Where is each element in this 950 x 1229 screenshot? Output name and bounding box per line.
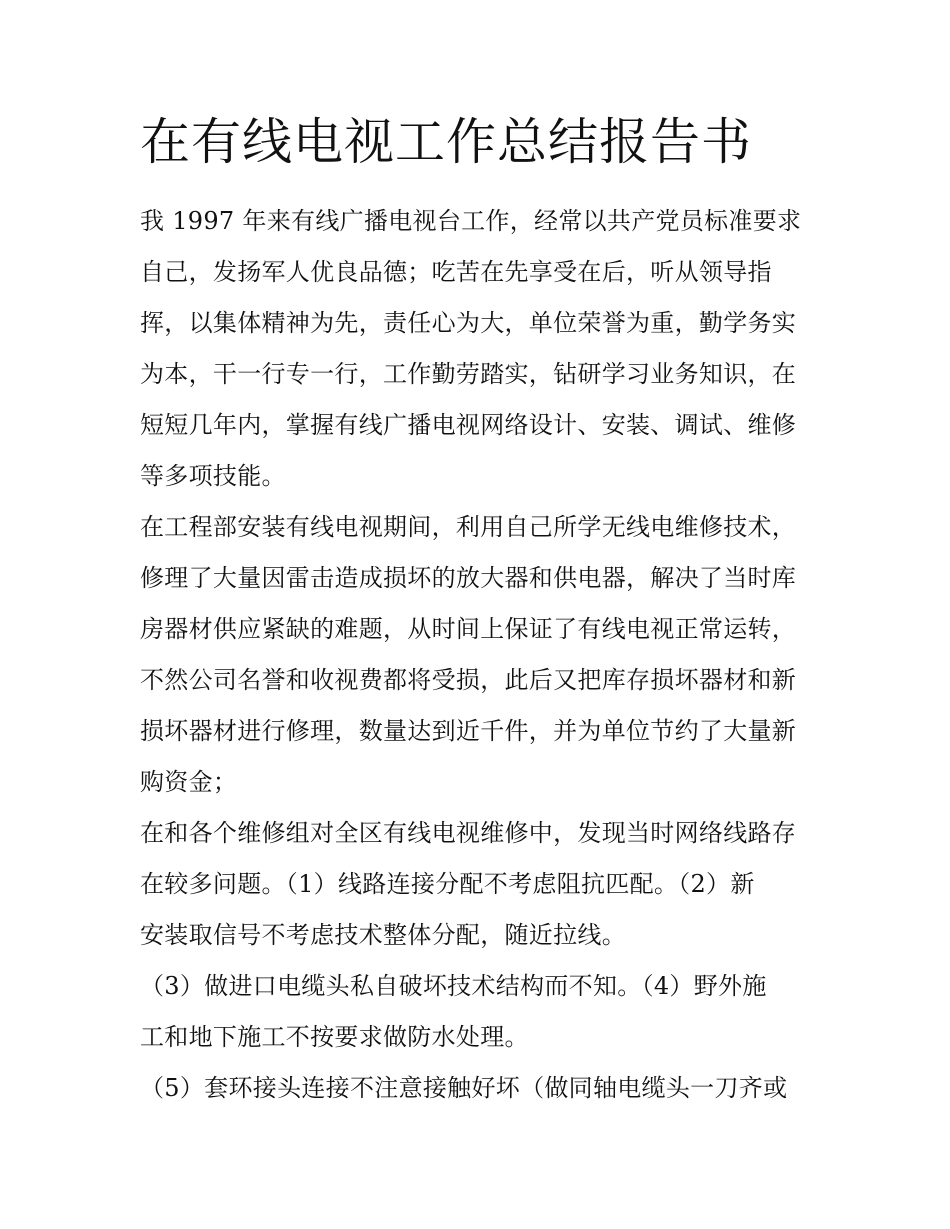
body-line: 短短几年内，掌握有线广播电视网络设计、安装、调试、维修 (140, 411, 797, 439)
body-line: 我 1997 年来有线广播电视台工作，经常以共产党员标准要求 (140, 207, 802, 235)
body-line: 损坏器材进行修理，数量达到近千件，并为单位节约了大量新 (140, 717, 797, 745)
document-body (140, 196, 820, 1114)
body-line: （3）做进口电缆头私自破坏技术结构而不知。（4）野外施 (140, 972, 767, 1000)
body-line: 工和地下施工不按要求做防水处理。 (140, 1023, 529, 1051)
body-line: 在较多问题。（1）线路连接分配不考虑阻抗匹配。（2）新 (140, 870, 755, 898)
body-line: 在工程部安装有线电视期间，利用自己所学无线电维修技术， (140, 513, 797, 541)
body-line: 修理了大量因雷击造成损坏的放大器和供电器，解决了当时库 (140, 564, 797, 592)
body-line: 安装取信号不考虑技术整体分配，随近拉线。 (140, 921, 626, 949)
body-line: 不然公司名誉和收视费都将受损，此后又把库存损坏器材和新 (140, 666, 797, 694)
body-line: 房器材供应紧缺的难题，从时间上保证了有线电视正常运转， (140, 615, 797, 643)
body-line: 自己，发扬军人优良品德；吃苦在先享受在后，听从领导指 (140, 258, 772, 286)
body-line: 挥，以集体精神为先，责任心为大，单位荣誉为重，勤学务实 (140, 309, 797, 337)
body-line: 在和各个维修组对全区有线电视维修中，发现当时网络线路存 (140, 819, 797, 847)
body-line: 为本，干一行专一行，工作勤劳踏实，钻研学习业务知识，在 (140, 360, 797, 388)
body-line: 购资金； (140, 768, 238, 796)
body-line: 等多项技能。 (140, 462, 286, 490)
body-line: （5）套环接头连接不注意接触好坏（做同轴电缆头一刀齐或 (140, 1074, 788, 1102)
document-title: 在有线电视工作总结报告书 (140, 113, 752, 171)
